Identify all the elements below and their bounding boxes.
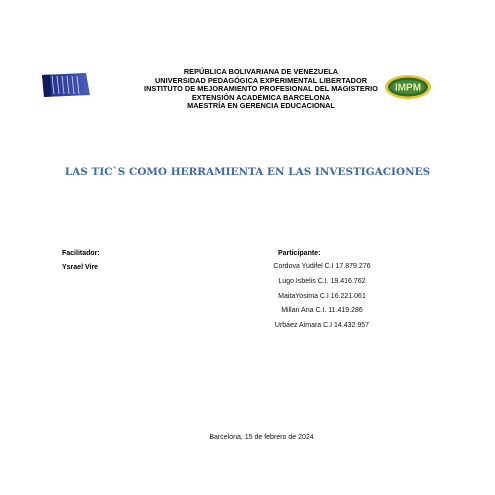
participant-list xyxy=(252,263,392,337)
header-line-4: EXTENSIÓN ACADÉMICA BARCELONA xyxy=(191,92,331,102)
document-title: LAS TIC`S COMO HERRAMIENTA EN LAS INVESTIGACIONES xyxy=(64,166,431,178)
place-date: Barcelona, 15 de febrero de 2024 xyxy=(209,434,314,441)
participant-item: Urbáez Aimara C.I 14.432.957 xyxy=(274,322,370,330)
header-line-1: REPÚBLICA BOLIVARIANA DE VENEZUELA xyxy=(183,67,339,76)
header-line-5: MAESTRÍA EN GERENCIA EDUCACIONAL xyxy=(187,101,335,111)
participant-item: Cordova Yudifel C.I 17.879.276 xyxy=(273,263,371,270)
facilitador-label: Facilitador: xyxy=(62,250,100,257)
participante-label: Participante: xyxy=(278,250,321,257)
participant-item: MaitaYosima C.I 16.221.061 xyxy=(278,292,366,300)
upel-logo-icon xyxy=(42,73,90,97)
facilitador-name: Ysrael Vire xyxy=(62,264,99,271)
institution-header xyxy=(120,68,402,111)
participant-item: Lugo Isbelis C.I. 19.416.762 xyxy=(278,277,366,285)
participant-item: Millan Ana C.I. 11.419.286 xyxy=(281,307,363,315)
header-line-3: INSTITUTO DE MEJORAMIENTO PROFESIONAL DEL MAGISTERIO xyxy=(144,84,378,94)
impm-logo-text: IMPM xyxy=(394,82,422,94)
header-line-2: UNIVERSIDAD PEDAGÓGICA EXPERIMENTAL LIBERTADOR xyxy=(154,75,368,85)
impm-logo-icon xyxy=(384,74,432,100)
